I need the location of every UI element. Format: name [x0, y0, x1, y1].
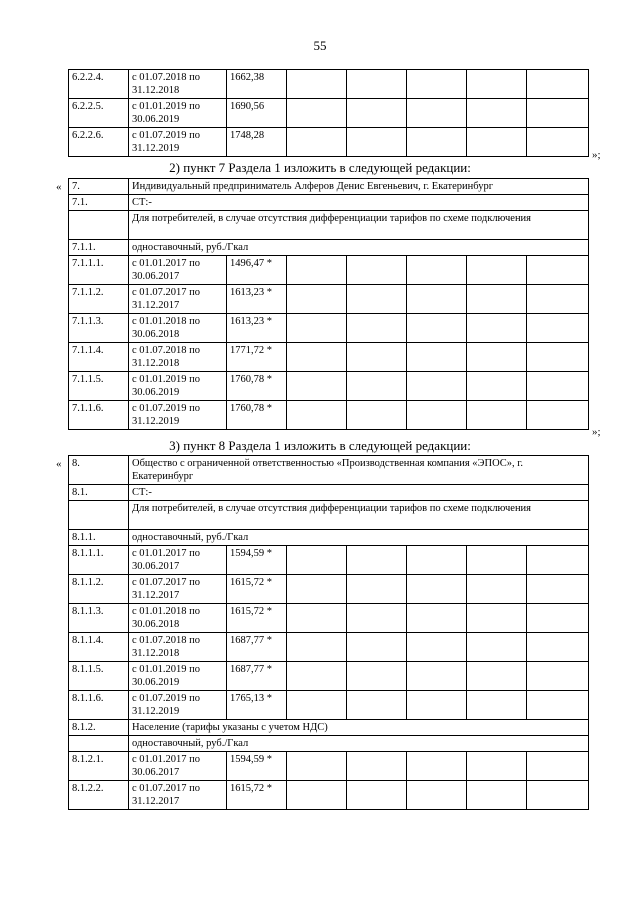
empty-cell	[467, 781, 527, 810]
empty-cell	[467, 372, 527, 401]
empty-cell	[287, 546, 347, 575]
empty-cell	[467, 343, 527, 372]
empty-cell	[467, 128, 527, 157]
empty-cell	[347, 781, 407, 810]
row-number: 6.2.2.5.	[69, 99, 129, 128]
empty-cell	[287, 285, 347, 314]
ct-label: СТ:-	[129, 195, 589, 211]
empty-cell	[347, 128, 407, 157]
empty-cell	[287, 128, 347, 157]
consumers-label: Для потребителей, в случае отсутствия дифференциации тарифов по схеме подключения	[129, 211, 589, 240]
empty-cell	[527, 401, 589, 430]
empty-cell	[527, 662, 589, 691]
empty-cell	[287, 633, 347, 662]
empty-cell	[347, 70, 407, 99]
table-row	[69, 401, 589, 430]
empty-cell	[287, 314, 347, 343]
tariff-value: 1496,47 *	[227, 256, 287, 285]
tariff-value: 1594,59 *	[227, 546, 287, 575]
opening-quote: «	[56, 181, 62, 193]
table-row	[69, 99, 589, 128]
row-number: 8.1.1.4.	[69, 633, 129, 662]
empty-cell	[407, 372, 467, 401]
table-row	[69, 662, 589, 691]
empty-cell	[407, 343, 467, 372]
empty-cell	[407, 752, 467, 781]
empty-cell	[467, 256, 527, 285]
table-row	[69, 314, 589, 343]
tariff-table-7	[68, 178, 589, 430]
row-number: 7.1.1.2.	[69, 285, 129, 314]
row-number: 6.2.2.6.	[69, 128, 129, 157]
empty-cell	[527, 285, 589, 314]
empty-cell	[527, 372, 589, 401]
empty-cell	[527, 575, 589, 604]
empty-cell	[527, 256, 589, 285]
empty-cell	[407, 314, 467, 343]
ct-label: СТ:-	[129, 485, 589, 501]
row-number: 6.2.2.4.	[69, 70, 129, 99]
period-cell: с 01.01.2019 по 30.06.2019	[129, 99, 227, 128]
section-8-caption: 3) пункт 8 Раздела 1 изложить в следующей редакции:	[169, 438, 471, 453]
row-number: 8.1.	[69, 485, 129, 501]
row-number: 8.1.1.6.	[69, 691, 129, 720]
empty-cell	[467, 752, 527, 781]
empty-cell	[527, 781, 589, 810]
empty-cell	[347, 372, 407, 401]
tariff-value: 1765,13 *	[227, 691, 287, 720]
period-cell: с 01.07.2018 по 31.12.2018	[129, 633, 227, 662]
table-row	[69, 70, 589, 99]
table-row	[69, 752, 589, 781]
population-rate-label: одноставочный, руб./Гкал	[129, 736, 589, 752]
empty-cell	[287, 575, 347, 604]
row-number: 7.1.1.6.	[69, 401, 129, 430]
section-7-caption: 2) пункт 7 Раздела 1 изложить в следующей редакции:	[169, 160, 471, 175]
empty-cell	[287, 99, 347, 128]
row-number: 8.1.1.1.	[69, 546, 129, 575]
organization-name: Индивидуальный предприниматель Алферов Денис Евгеньевич, г. Екатеринбург	[129, 179, 589, 195]
tariff-value: 1615,72 *	[227, 575, 287, 604]
empty-cell	[527, 70, 589, 99]
period-cell: с 01.01.2017 по 30.06.2017	[129, 256, 227, 285]
period-cell: с 01.01.2017 по 30.06.2017	[129, 752, 227, 781]
empty-cell	[347, 662, 407, 691]
empty-cell	[527, 752, 589, 781]
period-cell: с 01.07.2019 по 31.12.2019	[129, 128, 227, 157]
tariff-value: 1613,23 *	[227, 314, 287, 343]
row-number: 7.1.1.5.	[69, 372, 129, 401]
empty-cell	[527, 546, 589, 575]
period-cell: с 01.01.2019 по 30.06.2019	[129, 372, 227, 401]
empty-cell	[407, 128, 467, 157]
closing-quote: »;	[592, 149, 601, 161]
empty-cell	[347, 256, 407, 285]
period-cell: с 01.01.2019 по 30.06.2019	[129, 662, 227, 691]
empty-cell	[347, 604, 407, 633]
tariff-value: 1687,77 *	[227, 662, 287, 691]
row-number: 7.1.1.3.	[69, 314, 129, 343]
empty-cell	[527, 691, 589, 720]
period-cell: с 01.01.2018 по 30.06.2018	[129, 314, 227, 343]
empty-cell	[69, 501, 129, 530]
empty-cell	[287, 401, 347, 430]
empty-cell	[467, 285, 527, 314]
period-cell: с 01.07.2019 по 31.12.2019	[129, 691, 227, 720]
table-row	[69, 128, 589, 157]
table-row	[69, 575, 589, 604]
empty-cell	[407, 575, 467, 604]
row-number: 8.1.1.2.	[69, 575, 129, 604]
tariff-value: 1760,78 *	[227, 401, 287, 430]
tariff-value: 1662,38	[227, 70, 287, 99]
row-number: 7.1.1.4.	[69, 343, 129, 372]
row-number: 7.1.1.1.	[69, 256, 129, 285]
empty-cell	[467, 314, 527, 343]
empty-cell	[407, 99, 467, 128]
tariff-value: 1613,23 *	[227, 285, 287, 314]
period-cell: с 01.07.2017 по 31.12.2017	[129, 781, 227, 810]
table-row	[69, 604, 589, 633]
table-row	[69, 633, 589, 662]
table-row	[69, 781, 589, 810]
empty-cell	[347, 343, 407, 372]
tariff-value: 1760,78 *	[227, 372, 287, 401]
period-cell: с 01.07.2018 по 31.12.2018	[129, 70, 227, 99]
empty-cell	[347, 546, 407, 575]
empty-cell	[407, 546, 467, 575]
table-row	[69, 372, 589, 401]
tariff-value: 1615,72 *	[227, 781, 287, 810]
empty-cell	[287, 662, 347, 691]
rate-label: одноставочный, руб./Гкал	[129, 530, 589, 546]
table-row	[69, 256, 589, 285]
empty-cell	[287, 372, 347, 401]
period-cell: с 01.07.2019 по 31.12.2019	[129, 401, 227, 430]
empty-cell	[347, 314, 407, 343]
empty-cell	[347, 752, 407, 781]
empty-cell	[407, 285, 467, 314]
row-number: 8.1.2.2.	[69, 781, 129, 810]
rate-label: одноставочный, руб./Гкал	[129, 240, 589, 256]
empty-cell	[467, 70, 527, 99]
empty-cell	[467, 401, 527, 430]
empty-cell	[287, 343, 347, 372]
table-row	[69, 285, 589, 314]
empty-cell	[287, 604, 347, 633]
tariff-table-8	[68, 455, 589, 810]
empty-cell	[347, 285, 407, 314]
empty-cell	[527, 99, 589, 128]
table-row	[69, 343, 589, 372]
row-number: 8.1.1.5.	[69, 662, 129, 691]
empty-cell	[287, 781, 347, 810]
row-number: 8.1.1.3.	[69, 604, 129, 633]
period-cell: с 01.01.2018 по 30.06.2018	[129, 604, 227, 633]
empty-cell	[467, 662, 527, 691]
empty-cell	[407, 691, 467, 720]
period-cell: с 01.07.2017 по 31.12.2017	[129, 575, 227, 604]
tariff-value: 1687,77 *	[227, 633, 287, 662]
empty-cell	[407, 633, 467, 662]
empty-cell	[287, 70, 347, 99]
organization-name: Общество с ограниченной ответственностью «Производственная компания «ЭПОС», г. Екатеринбург	[129, 456, 589, 485]
consumers-label: Для потребителей, в случае отсутствия дифференциации тарифов по схеме подключения	[129, 501, 589, 530]
empty-cell	[287, 752, 347, 781]
row-number: 7.	[69, 179, 129, 195]
opening-quote: «	[56, 458, 62, 470]
empty-cell	[527, 343, 589, 372]
empty-cell	[407, 401, 467, 430]
tariff-value: 1615,72 *	[227, 604, 287, 633]
tariff-value: 1594,59 *	[227, 752, 287, 781]
empty-cell	[467, 575, 527, 604]
tariff-table-6	[68, 69, 589, 157]
empty-cell	[69, 211, 129, 240]
empty-cell	[527, 633, 589, 662]
empty-cell	[347, 401, 407, 430]
empty-cell	[467, 604, 527, 633]
empty-cell	[347, 575, 407, 604]
empty-cell	[467, 633, 527, 662]
empty-cell	[527, 314, 589, 343]
row-number: 7.1.1.	[69, 240, 129, 256]
empty-cell	[407, 662, 467, 691]
empty-cell	[347, 99, 407, 128]
empty-cell	[527, 604, 589, 633]
tariff-value: 1748,28	[227, 128, 287, 157]
empty-cell	[69, 736, 129, 752]
row-number: 8.1.1.	[69, 530, 129, 546]
population-label: Население (тарифы указаны с учетом НДС)	[129, 720, 589, 736]
row-number: 8.	[69, 456, 129, 485]
empty-cell	[467, 99, 527, 128]
empty-cell	[347, 691, 407, 720]
empty-cell	[287, 256, 347, 285]
empty-cell	[467, 691, 527, 720]
period-cell: с 01.01.2017 по 30.06.2017	[129, 546, 227, 575]
empty-cell	[287, 691, 347, 720]
page-number: 55	[313, 38, 327, 53]
empty-cell	[407, 70, 467, 99]
row-number: 8.1.2.1.	[69, 752, 129, 781]
table-row	[69, 546, 589, 575]
closing-quote: »;	[592, 426, 601, 438]
table-row	[69, 691, 589, 720]
empty-cell	[467, 546, 527, 575]
empty-cell	[407, 781, 467, 810]
empty-cell	[407, 604, 467, 633]
row-number: 8.1.2.	[69, 720, 129, 736]
row-number: 7.1.	[69, 195, 129, 211]
tariff-value: 1690,56	[227, 99, 287, 128]
empty-cell	[347, 633, 407, 662]
period-cell: с 01.07.2018 по 31.12.2018	[129, 343, 227, 372]
empty-cell	[527, 128, 589, 157]
period-cell: с 01.07.2017 по 31.12.2017	[129, 285, 227, 314]
empty-cell	[407, 256, 467, 285]
tariff-value: 1771,72 *	[227, 343, 287, 372]
